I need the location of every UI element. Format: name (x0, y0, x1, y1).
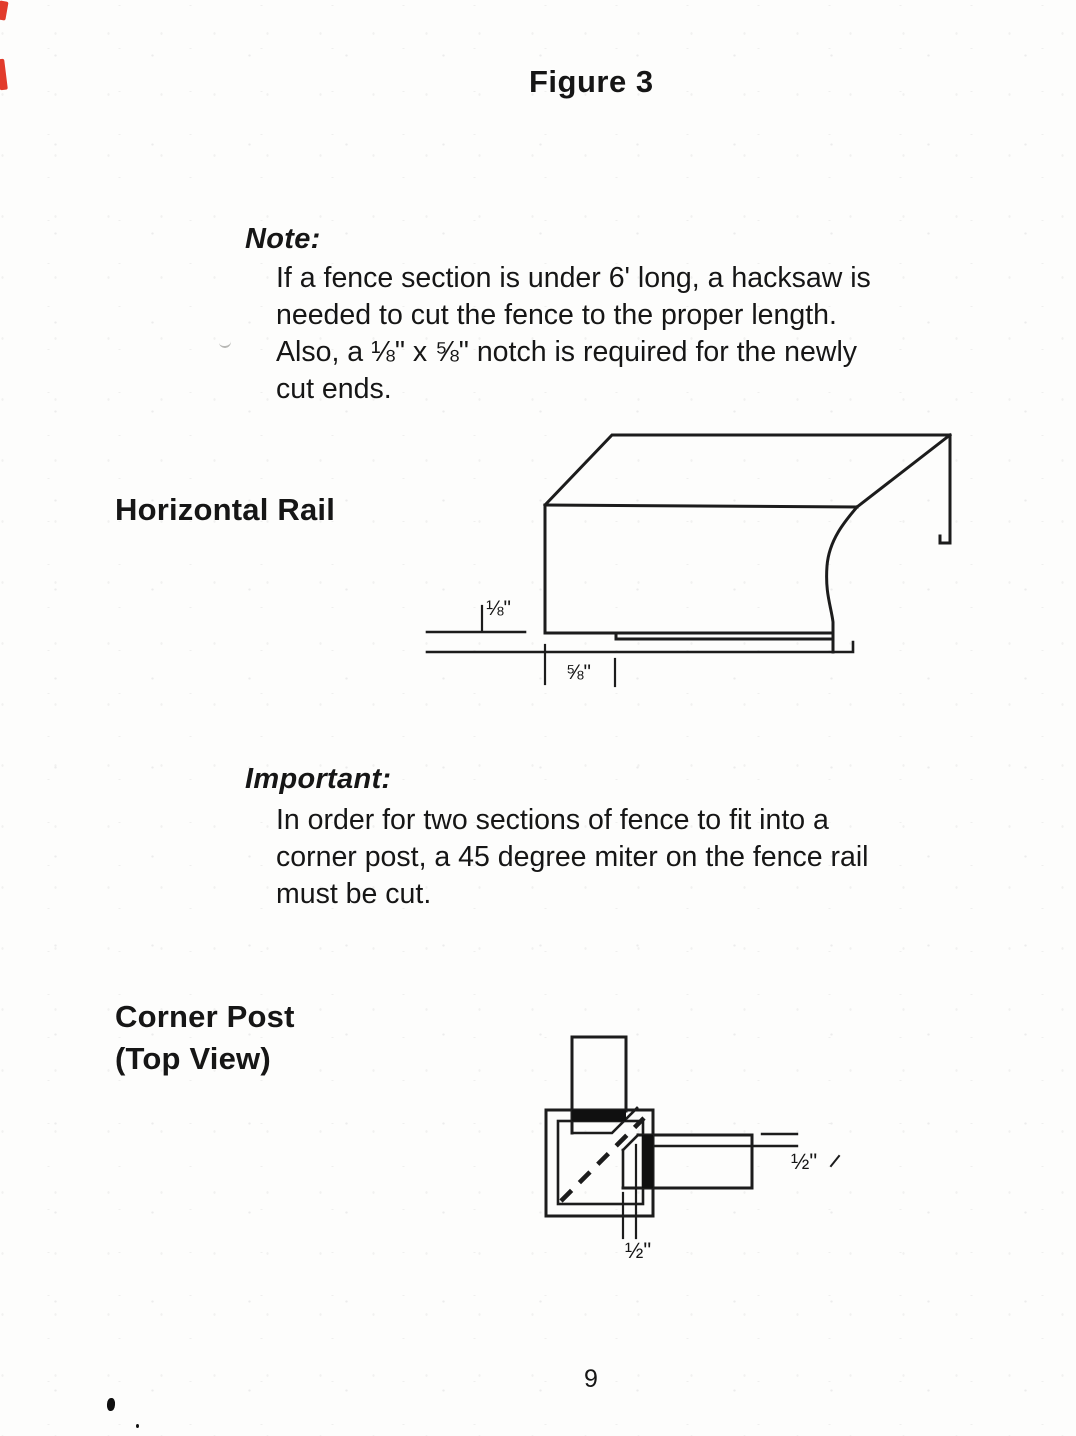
corner-post-label-line2: (Top View) (115, 1041, 271, 1076)
post-wall-cutout-right (642, 1135, 653, 1188)
rail-curved-profile (827, 507, 857, 652)
note-paragraph (276, 260, 871, 408)
horizontal-rail-diagram (420, 425, 965, 695)
important-paragraph (276, 802, 869, 913)
fence-panel-line (427, 642, 853, 652)
dim-label-five-eighths: ⅝" (566, 661, 591, 684)
important-line: must be cut. (276, 878, 432, 910)
ink-speck (136, 1424, 139, 1428)
dim-slash-mark (831, 1156, 839, 1166)
corner-post-diagram (530, 1028, 865, 1268)
important-line: corner post, a 45 degree miter on the fence rail (276, 841, 869, 873)
rail-top-face-back-edge (545, 435, 950, 505)
rail-top-face-right-edge (857, 435, 950, 507)
note-heading: Note: (245, 223, 321, 255)
dim-label-eighth: ⅛" (486, 597, 511, 620)
corner-post-label-line1: Corner Post (115, 999, 295, 1034)
page-number: 9 (584, 1365, 598, 1393)
note-line: cut ends. (276, 373, 392, 405)
note-line: If a fence section is under 6' long, a hacksaw is (276, 262, 871, 294)
red-pen-mark (0, 0, 9, 20)
rail-back-flange-hook (940, 435, 950, 543)
dim-label-half-bottom: ½" (625, 1238, 652, 1263)
figure-title: Figure 3 (529, 64, 654, 99)
dim-label-half-right: ½" (791, 1149, 818, 1174)
note-line: Also, a ⅛" x ⅝" notch is required for the newly (276, 336, 858, 368)
note-line: needed to cut the fence to the proper length. (276, 299, 837, 331)
red-pen-mark (0, 59, 8, 91)
rail-front-top-edge (545, 505, 857, 507)
ink-speck (107, 1398, 116, 1412)
pencil-mark (219, 337, 232, 348)
horizontal-rail-label: Horizontal Rail (115, 492, 336, 527)
important-heading: Important: (245, 763, 392, 795)
corner-post-label (115, 996, 295, 1080)
important-line: In order for two sections of fence to fit into a (276, 804, 829, 836)
post-wall-cutout-top (572, 1110, 626, 1121)
